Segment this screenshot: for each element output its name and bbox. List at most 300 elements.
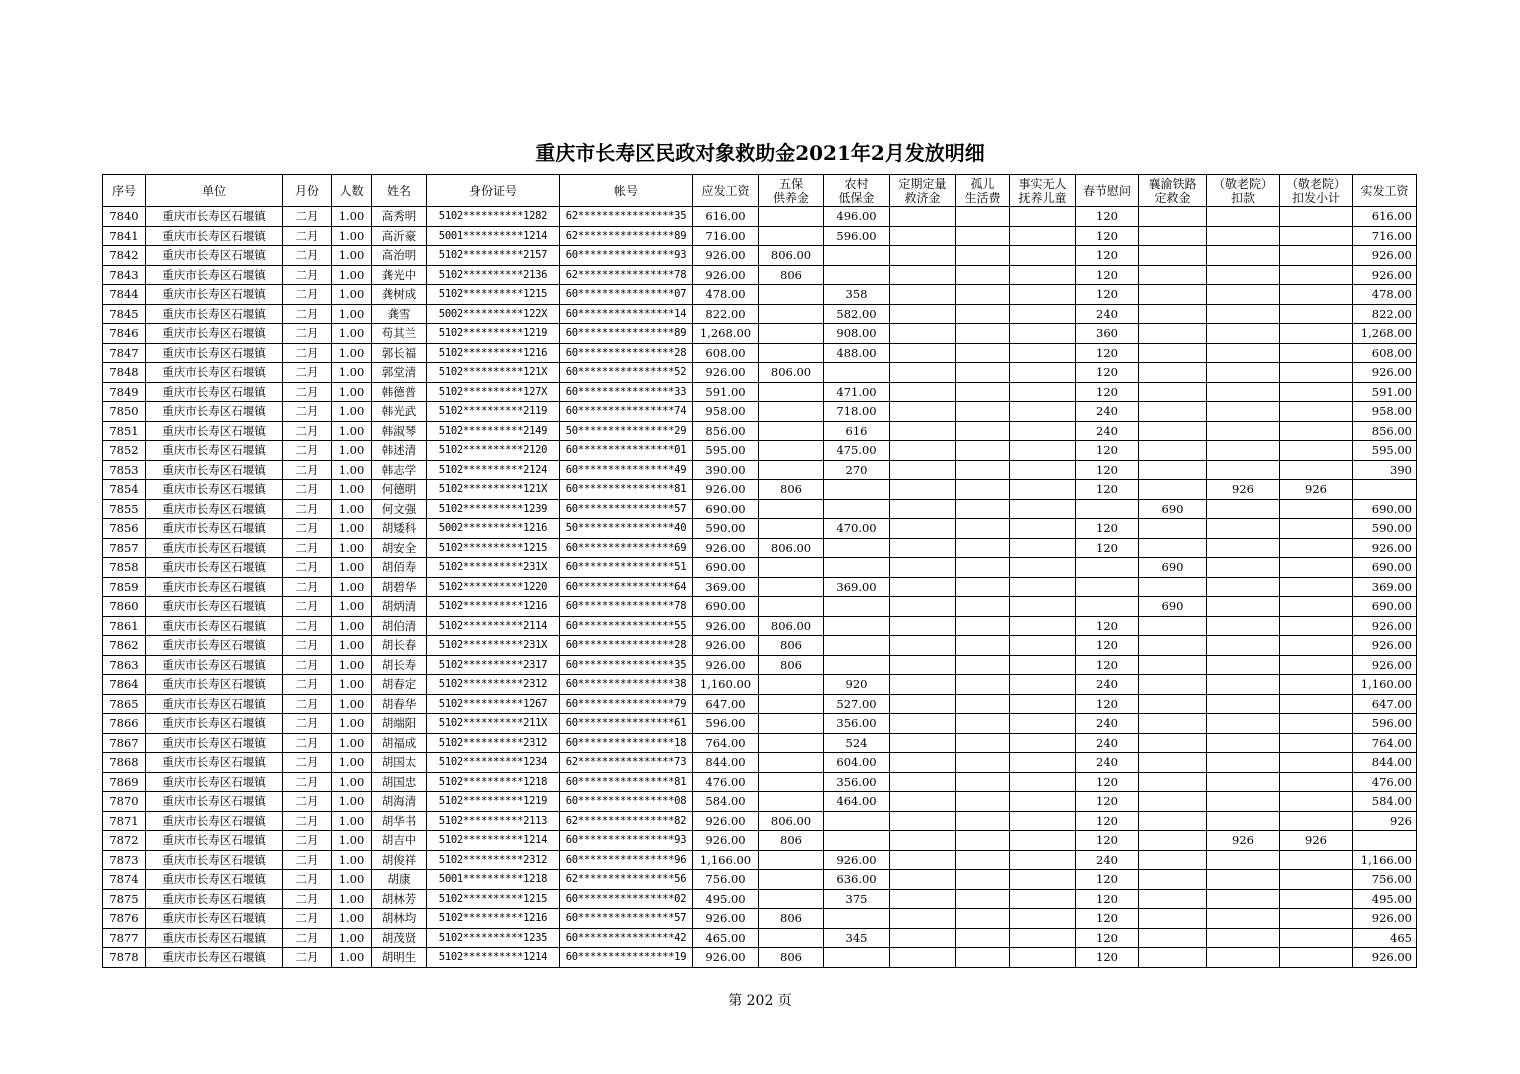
table-cell bbox=[956, 831, 1010, 851]
column-header-line1: 定期定量 bbox=[898, 176, 947, 191]
table-cell: 7870 bbox=[103, 792, 146, 812]
column-header-line1: 人数 bbox=[339, 183, 364, 198]
table-cell: 5102**********1214 bbox=[427, 831, 560, 851]
table-cell: 595.00 bbox=[693, 441, 759, 461]
table-cell: 596.00 bbox=[824, 226, 890, 246]
table-cell bbox=[1010, 694, 1076, 714]
table-cell: 926.00 bbox=[1353, 363, 1417, 383]
table-cell: 胡春华 bbox=[372, 694, 427, 714]
table-cell: 120 bbox=[1076, 363, 1139, 383]
column-header-line2: 抚养儿童 bbox=[1018, 190, 1067, 205]
table-cell: 240 bbox=[1076, 304, 1139, 324]
table-cell bbox=[1010, 850, 1076, 870]
table-cell: 1.00 bbox=[332, 636, 372, 656]
table-row bbox=[103, 480, 1417, 500]
table-cell bbox=[890, 480, 956, 500]
table-cell bbox=[1139, 694, 1207, 714]
column-header-line1: 姓名 bbox=[386, 183, 411, 198]
table-cell: 616 bbox=[824, 421, 890, 441]
table-row bbox=[103, 499, 1417, 519]
table-cell: 7877 bbox=[103, 928, 146, 948]
table-cell: 1.00 bbox=[332, 265, 372, 285]
table-cell bbox=[824, 655, 890, 675]
table-cell: 926.00 bbox=[693, 265, 759, 285]
table-cell bbox=[1280, 948, 1353, 968]
table-cell: 胡国忠 bbox=[372, 772, 427, 792]
table-cell: 二月 bbox=[283, 285, 332, 305]
table-cell: 120 bbox=[1076, 772, 1139, 792]
column-header-line1: （敬老院） bbox=[1285, 176, 1346, 191]
table-cell: 二月 bbox=[283, 928, 332, 948]
table-cell: 584.00 bbox=[693, 792, 759, 812]
table-cell: 胡林芳 bbox=[372, 889, 427, 909]
table-row bbox=[103, 519, 1417, 539]
column-header-line2: 生活费 bbox=[964, 190, 1001, 205]
table-cell bbox=[1139, 772, 1207, 792]
table-cell: 重庆市长寿区石堰镇 bbox=[146, 382, 283, 402]
table-cell: 二月 bbox=[283, 460, 332, 480]
table-cell: 5001**********1214 bbox=[427, 226, 560, 246]
table-cell bbox=[1353, 831, 1417, 851]
table-cell bbox=[890, 655, 956, 675]
table-cell: 1.00 bbox=[332, 909, 372, 929]
table-cell: 7866 bbox=[103, 714, 146, 734]
table-cell: 5102**********121X bbox=[427, 363, 560, 383]
table-cell: 韩光武 bbox=[372, 402, 427, 422]
table-cell: 5102**********1234 bbox=[427, 753, 560, 773]
table-cell bbox=[1010, 538, 1076, 558]
column-header-line1: （敬老院） bbox=[1212, 176, 1273, 191]
table-cell: 690 bbox=[1139, 597, 1207, 617]
table-cell: 690.00 bbox=[693, 558, 759, 578]
table-cell: 5102**********2312 bbox=[427, 850, 560, 870]
table-cell: 1.00 bbox=[332, 363, 372, 383]
table-cell: 926.00 bbox=[1353, 948, 1417, 968]
table-cell bbox=[759, 558, 824, 578]
table-cell: 韩志学 bbox=[372, 460, 427, 480]
table-cell bbox=[759, 285, 824, 305]
table-cell bbox=[1207, 928, 1280, 948]
table-cell bbox=[1010, 772, 1076, 792]
table-cell: 高治明 bbox=[372, 246, 427, 266]
table-cell bbox=[1010, 226, 1076, 246]
table-cell bbox=[759, 304, 824, 324]
table-cell: 1.00 bbox=[332, 675, 372, 695]
table-cell: 二月 bbox=[283, 382, 332, 402]
table-cell bbox=[956, 792, 1010, 812]
table-cell bbox=[1139, 441, 1207, 461]
table-cell bbox=[1010, 246, 1076, 266]
table-cell: 7841 bbox=[103, 226, 146, 246]
table-cell: 7857 bbox=[103, 538, 146, 558]
table-cell: 二月 bbox=[283, 636, 332, 656]
table-cell bbox=[759, 324, 824, 344]
table-cell: 120 bbox=[1076, 694, 1139, 714]
table-cell: 二月 bbox=[283, 304, 332, 324]
table-row bbox=[103, 811, 1417, 831]
table-cell: 何文强 bbox=[372, 499, 427, 519]
table-cell bbox=[890, 460, 956, 480]
table-cell bbox=[1139, 538, 1207, 558]
table-cell: 584.00 bbox=[1353, 792, 1417, 812]
table-cell: 375 bbox=[824, 889, 890, 909]
table-cell: 胡华书 bbox=[372, 811, 427, 831]
table-cell bbox=[1010, 909, 1076, 929]
table-cell bbox=[1010, 285, 1076, 305]
table-cell: 重庆市长寿区石堰镇 bbox=[146, 304, 283, 324]
table-cell: 60****************81 bbox=[560, 772, 693, 792]
table-cell bbox=[1010, 616, 1076, 636]
table-cell: 二月 bbox=[283, 363, 332, 383]
table-cell: 二月 bbox=[283, 733, 332, 753]
table-cell: 7869 bbox=[103, 772, 146, 792]
table-cell: 60****************42 bbox=[560, 928, 693, 948]
table-cell bbox=[1010, 363, 1076, 383]
table-cell: 60****************08 bbox=[560, 792, 693, 812]
table-cell: 60****************57 bbox=[560, 499, 693, 519]
table-cell bbox=[1010, 304, 1076, 324]
table-cell bbox=[1207, 772, 1280, 792]
table-row bbox=[103, 246, 1417, 266]
table-cell: 718.00 bbox=[824, 402, 890, 422]
table-cell bbox=[824, 480, 890, 500]
table-cell: 5102**********2312 bbox=[427, 675, 560, 695]
table-cell bbox=[1280, 519, 1353, 539]
table-cell: 7842 bbox=[103, 246, 146, 266]
table-cell: 60****************96 bbox=[560, 850, 693, 870]
table-cell: 重庆市长寿区石堰镇 bbox=[146, 207, 283, 227]
column-header bbox=[372, 175, 427, 207]
table-cell: 7868 bbox=[103, 753, 146, 773]
table-cell bbox=[956, 597, 1010, 617]
table-row bbox=[103, 558, 1417, 578]
table-cell bbox=[759, 382, 824, 402]
table-cell bbox=[1076, 558, 1139, 578]
table-row bbox=[103, 460, 1417, 480]
table-cell: 926.00 bbox=[693, 538, 759, 558]
table-cell: 5102**********2149 bbox=[427, 421, 560, 441]
table-cell bbox=[956, 714, 1010, 734]
table-cell: 1.00 bbox=[332, 772, 372, 792]
table-cell bbox=[890, 499, 956, 519]
table-cell bbox=[1280, 304, 1353, 324]
table-cell: 7845 bbox=[103, 304, 146, 324]
table-cell: 926.00 bbox=[693, 948, 759, 968]
table-cell: 920 bbox=[824, 675, 890, 695]
table-cell: 1.00 bbox=[332, 870, 372, 890]
table-cell: 690 bbox=[1139, 558, 1207, 578]
table-cell bbox=[1139, 850, 1207, 870]
column-header-line1: 单位 bbox=[201, 183, 226, 198]
table-cell: 590.00 bbox=[1353, 519, 1417, 539]
table-cell bbox=[759, 753, 824, 773]
table-cell bbox=[1139, 246, 1207, 266]
table-cell: 390.00 bbox=[693, 460, 759, 480]
table-cell: 5001**********1218 bbox=[427, 870, 560, 890]
table-cell: 495.00 bbox=[1353, 889, 1417, 909]
table-cell bbox=[890, 753, 956, 773]
table-cell: 二月 bbox=[283, 616, 332, 636]
table-cell: 二月 bbox=[283, 811, 332, 831]
table-cell: 二月 bbox=[283, 519, 332, 539]
table-cell: 胡碧华 bbox=[372, 577, 427, 597]
table-cell: 806.00 bbox=[759, 616, 824, 636]
table-cell bbox=[1280, 850, 1353, 870]
table-cell: 608.00 bbox=[693, 343, 759, 363]
table-cell: 495.00 bbox=[693, 889, 759, 909]
table-cell: 二月 bbox=[283, 421, 332, 441]
table-cell: 926.00 bbox=[693, 616, 759, 636]
table-row bbox=[103, 948, 1417, 968]
table-cell: 5102**********1219 bbox=[427, 792, 560, 812]
table-cell: 重庆市长寿区石堰镇 bbox=[146, 948, 283, 968]
table-cell: 重庆市长寿区石堰镇 bbox=[146, 519, 283, 539]
table-cell bbox=[1207, 402, 1280, 422]
table-cell: 二月 bbox=[283, 597, 332, 617]
table-cell: 7851 bbox=[103, 421, 146, 441]
table-cell: 郭长福 bbox=[372, 343, 427, 363]
table-row bbox=[103, 636, 1417, 656]
table-cell: 120 bbox=[1076, 616, 1139, 636]
table-cell bbox=[1280, 792, 1353, 812]
table-cell: 二月 bbox=[283, 889, 332, 909]
table-cell: 120 bbox=[1076, 655, 1139, 675]
table-cell: 690 bbox=[1139, 499, 1207, 519]
table-cell: 608.00 bbox=[1353, 343, 1417, 363]
column-header bbox=[1139, 175, 1207, 207]
table-cell bbox=[956, 694, 1010, 714]
table-cell: 重庆市长寿区石堰镇 bbox=[146, 909, 283, 929]
table-cell: 胡春定 bbox=[372, 675, 427, 695]
table-cell: 5102**********1218 bbox=[427, 772, 560, 792]
table-cell: 926.00 bbox=[693, 831, 759, 851]
table-cell bbox=[1207, 421, 1280, 441]
table-cell bbox=[956, 499, 1010, 519]
table-cell bbox=[1207, 538, 1280, 558]
table-cell: 120 bbox=[1076, 909, 1139, 929]
table-cell bbox=[824, 558, 890, 578]
table-cell: 7849 bbox=[103, 382, 146, 402]
table-cell bbox=[890, 733, 956, 753]
table-row bbox=[103, 343, 1417, 363]
table-cell bbox=[1010, 382, 1076, 402]
table-cell: 7860 bbox=[103, 597, 146, 617]
table-cell bbox=[1280, 811, 1353, 831]
table-cell: 二月 bbox=[283, 538, 332, 558]
table-cell: 1.00 bbox=[332, 831, 372, 851]
table-cell: 1.00 bbox=[332, 460, 372, 480]
column-header bbox=[332, 175, 372, 207]
table-cell bbox=[890, 948, 956, 968]
table-cell: 7864 bbox=[103, 675, 146, 695]
table-cell: 822.00 bbox=[693, 304, 759, 324]
column-header-line2: 扣款 bbox=[1230, 190, 1255, 205]
table-cell bbox=[1010, 480, 1076, 500]
table-cell: 926.00 bbox=[1353, 538, 1417, 558]
table-cell: 464.00 bbox=[824, 792, 890, 812]
table-cell: 7846 bbox=[103, 324, 146, 344]
table-cell bbox=[1280, 753, 1353, 773]
table-cell bbox=[956, 928, 1010, 948]
table-cell: 二月 bbox=[283, 577, 332, 597]
table-cell: 7867 bbox=[103, 733, 146, 753]
table-cell bbox=[1010, 597, 1076, 617]
table-cell: 二月 bbox=[283, 870, 332, 890]
table-cell bbox=[956, 246, 1010, 266]
table-cell: 647.00 bbox=[1353, 694, 1417, 714]
table-cell bbox=[824, 265, 890, 285]
table-cell: 二月 bbox=[283, 948, 332, 968]
table-cell bbox=[1207, 753, 1280, 773]
table-cell bbox=[956, 772, 1010, 792]
table-cell bbox=[890, 324, 956, 344]
table-cell bbox=[956, 753, 1010, 773]
table-cell: 二月 bbox=[283, 694, 332, 714]
table-cell bbox=[1139, 519, 1207, 539]
table-cell: 胡国太 bbox=[372, 753, 427, 773]
table-cell bbox=[1280, 460, 1353, 480]
table-cell: 5102**********1216 bbox=[427, 343, 560, 363]
table-cell bbox=[759, 460, 824, 480]
table-cell: 二月 bbox=[283, 772, 332, 792]
column-header bbox=[956, 175, 1010, 207]
table-cell bbox=[1139, 382, 1207, 402]
table-cell: 926.00 bbox=[693, 811, 759, 831]
table-cell: 5102**********2317 bbox=[427, 655, 560, 675]
table-cell bbox=[890, 811, 956, 831]
table-cell: 二月 bbox=[283, 226, 332, 246]
table-cell bbox=[1207, 909, 1280, 929]
table-cell bbox=[759, 694, 824, 714]
table-cell bbox=[890, 285, 956, 305]
table-cell: 62****************35 bbox=[560, 207, 693, 227]
table-cell: 胡伯清 bbox=[372, 616, 427, 636]
table-cell bbox=[890, 577, 956, 597]
table-cell: 582.00 bbox=[824, 304, 890, 324]
table-cell: 120 bbox=[1076, 343, 1139, 363]
table-cell: 488.00 bbox=[824, 343, 890, 363]
table-cell bbox=[890, 226, 956, 246]
table-cell: 7853 bbox=[103, 460, 146, 480]
table-row bbox=[103, 285, 1417, 305]
table-cell bbox=[956, 460, 1010, 480]
table-cell: 120 bbox=[1076, 226, 1139, 246]
table-cell: 360 bbox=[1076, 324, 1139, 344]
table-row bbox=[103, 616, 1417, 636]
table-cell: 5102**********2157 bbox=[427, 246, 560, 266]
table-cell bbox=[824, 616, 890, 636]
table-cell bbox=[956, 285, 1010, 305]
table-row bbox=[103, 831, 1417, 851]
table-cell bbox=[1139, 616, 1207, 636]
table-cell bbox=[1139, 304, 1207, 324]
table-cell: 465.00 bbox=[693, 928, 759, 948]
table-cell bbox=[1207, 616, 1280, 636]
table-cell bbox=[1076, 577, 1139, 597]
table-cell: 7858 bbox=[103, 558, 146, 578]
table-cell: 7865 bbox=[103, 694, 146, 714]
column-header bbox=[693, 175, 759, 207]
table-cell bbox=[1207, 655, 1280, 675]
table-cell: 62****************89 bbox=[560, 226, 693, 246]
table-cell: 1.00 bbox=[332, 343, 372, 363]
table-cell bbox=[1280, 772, 1353, 792]
table-cell: 5102**********2136 bbox=[427, 265, 560, 285]
table-cell bbox=[1139, 909, 1207, 929]
table-cell bbox=[956, 870, 1010, 890]
table-cell bbox=[1280, 499, 1353, 519]
table-cell bbox=[1207, 948, 1280, 968]
table-cell: 7852 bbox=[103, 441, 146, 461]
table-cell bbox=[890, 831, 956, 851]
table-cell bbox=[1010, 831, 1076, 851]
table-cell: 690.00 bbox=[1353, 558, 1417, 578]
table-cell: 重庆市长寿区石堰镇 bbox=[146, 538, 283, 558]
table-cell: 胡端阳 bbox=[372, 714, 427, 734]
table-cell bbox=[1010, 207, 1076, 227]
table-cell: 524 bbox=[824, 733, 890, 753]
table-cell: 二月 bbox=[283, 655, 332, 675]
table-cell: 5102**********2312 bbox=[427, 733, 560, 753]
table-cell bbox=[1207, 519, 1280, 539]
table-cell bbox=[1280, 207, 1353, 227]
table-cell bbox=[956, 480, 1010, 500]
table-cell: 1.00 bbox=[332, 811, 372, 831]
table-cell: 5102**********1220 bbox=[427, 577, 560, 597]
table-cell bbox=[1207, 246, 1280, 266]
table-cell: 韩淑琴 bbox=[372, 421, 427, 441]
table-cell: 7859 bbox=[103, 577, 146, 597]
table-cell: 7861 bbox=[103, 616, 146, 636]
table-cell: 1.00 bbox=[332, 694, 372, 714]
table-cell bbox=[1139, 792, 1207, 812]
table-cell bbox=[1010, 421, 1076, 441]
table-cell: 470.00 bbox=[824, 519, 890, 539]
table-cell: 胡海清 bbox=[372, 792, 427, 812]
table-row bbox=[103, 889, 1417, 909]
table-cell bbox=[1010, 928, 1076, 948]
table-cell: 5102**********2120 bbox=[427, 441, 560, 461]
table-cell: 120 bbox=[1076, 382, 1139, 402]
column-header bbox=[560, 175, 693, 207]
table-cell: 重庆市长寿区石堰镇 bbox=[146, 265, 283, 285]
table-cell: 390 bbox=[1353, 460, 1417, 480]
table-cell bbox=[1139, 402, 1207, 422]
table-row bbox=[103, 324, 1417, 344]
column-header bbox=[1353, 175, 1417, 207]
table-row bbox=[103, 909, 1417, 929]
table-cell: 240 bbox=[1076, 714, 1139, 734]
table-cell bbox=[1139, 655, 1207, 675]
table-cell: 844.00 bbox=[693, 753, 759, 773]
table-cell bbox=[1207, 792, 1280, 812]
table-cell bbox=[1207, 499, 1280, 519]
column-header bbox=[283, 175, 332, 207]
column-header-line1: 农村 bbox=[844, 176, 869, 191]
table-cell: 62****************82 bbox=[560, 811, 693, 831]
table-cell: 二月 bbox=[283, 792, 332, 812]
table-cell: 120 bbox=[1076, 519, 1139, 539]
table-cell: 二月 bbox=[283, 343, 332, 363]
table-cell: 60****************81 bbox=[560, 480, 693, 500]
table-row bbox=[103, 577, 1417, 597]
table-cell bbox=[759, 499, 824, 519]
table-cell: 1.00 bbox=[332, 246, 372, 266]
table-cell bbox=[890, 246, 956, 266]
table-cell bbox=[1010, 324, 1076, 344]
table-cell bbox=[956, 343, 1010, 363]
table-row bbox=[103, 772, 1417, 792]
